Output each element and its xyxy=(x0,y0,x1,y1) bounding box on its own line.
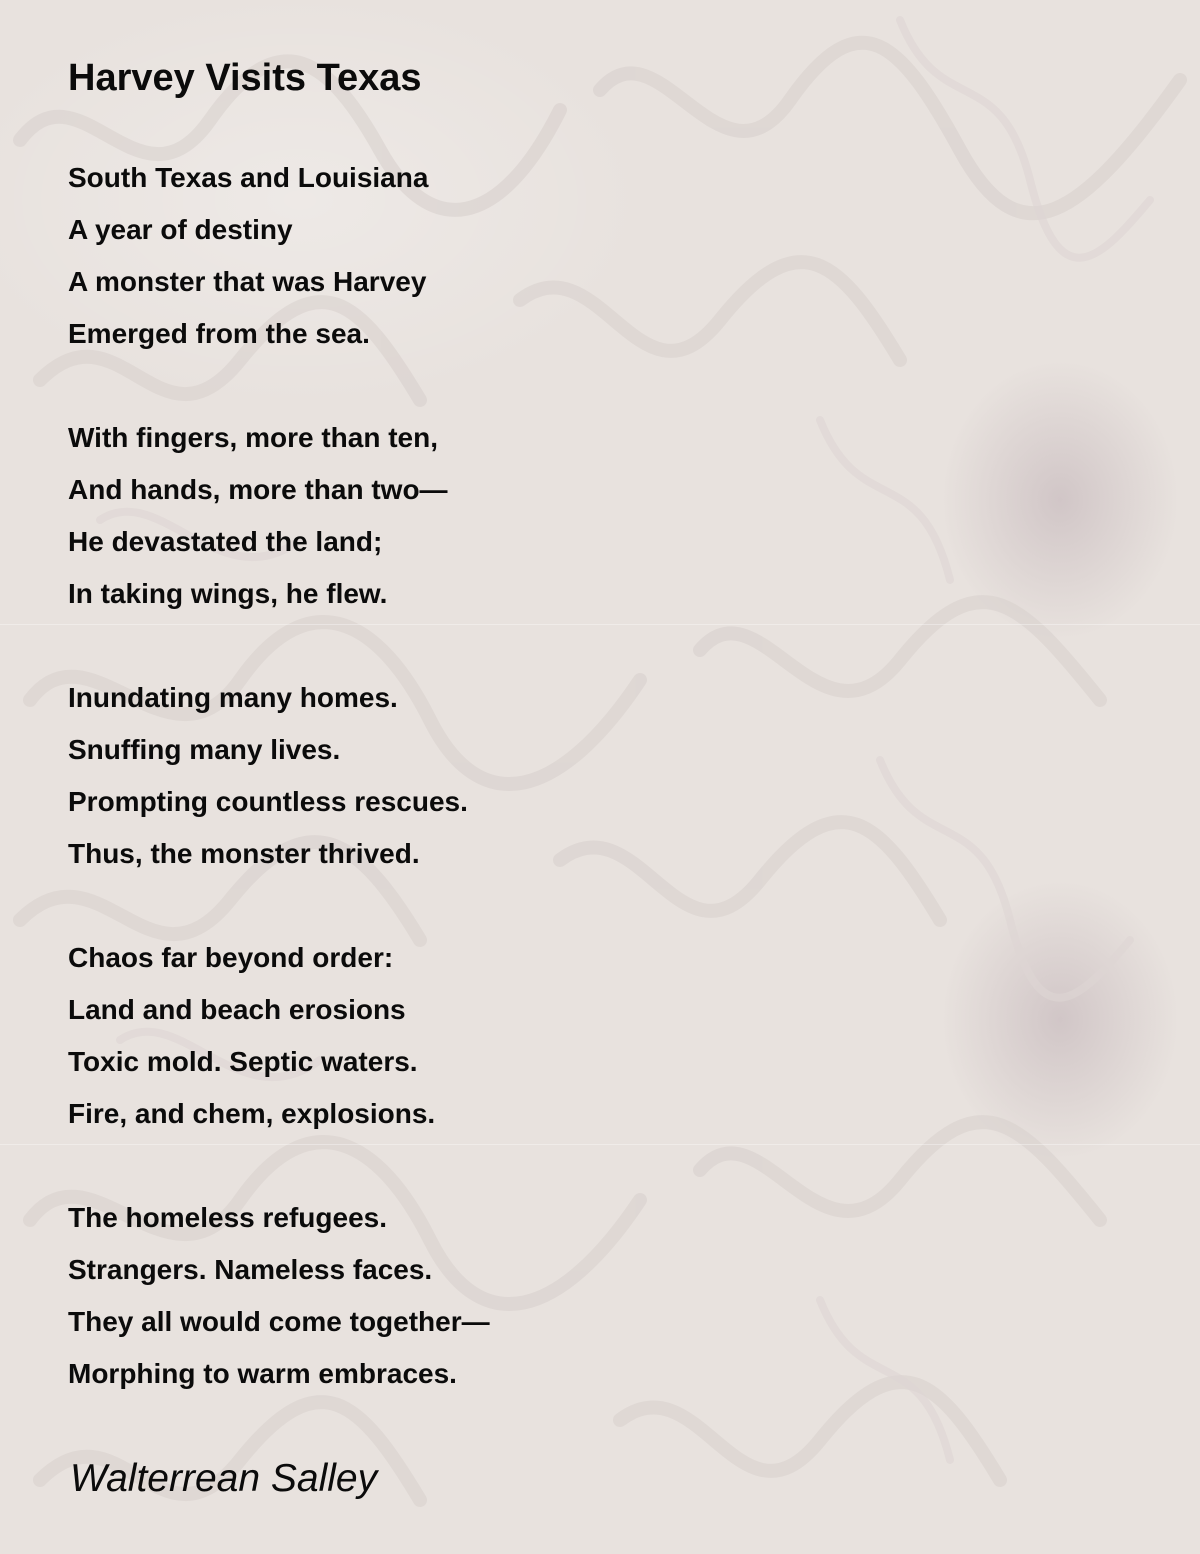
poem-line: Snuffing many lives. xyxy=(68,734,341,765)
poem-line: With fingers, more than ten, xyxy=(68,422,438,453)
poem-line: Chaos far beyond order: xyxy=(68,942,394,973)
poem-line: A monster that was Harvey xyxy=(68,266,427,297)
poem-line: Inundating many homes. xyxy=(68,682,398,713)
poem-line: Land and beach erosions xyxy=(68,994,406,1025)
poem-line: Morphing to warm embraces. xyxy=(68,1358,457,1389)
poem-line: Prompting countless rescues. xyxy=(68,786,468,817)
poem-author: Walterrean Salley xyxy=(70,1457,378,1500)
poem-line: They all would come together— xyxy=(68,1306,490,1337)
poem-body xyxy=(68,152,490,1452)
poem-line: And hands, more than two— xyxy=(68,474,448,505)
poem-line: A year of destiny xyxy=(68,214,293,245)
poem-line: He devastated the land; xyxy=(68,526,383,557)
stanza-3 xyxy=(68,672,490,880)
poem-line: Strangers. Nameless faces. xyxy=(68,1254,433,1285)
stanza-4 xyxy=(68,932,490,1140)
poem-line: Toxic mold. Septic waters. xyxy=(68,1046,418,1077)
poem-line: Emerged from the sea. xyxy=(68,318,370,349)
stanza-5 xyxy=(68,1192,490,1400)
poem-title: Harvey Visits Texas xyxy=(68,57,422,99)
stanza-1 xyxy=(68,152,490,360)
poem-line: Thus, the monster thrived. xyxy=(68,838,420,869)
poem-line: In taking wings, he flew. xyxy=(68,578,388,609)
poem-line: Fire, and chem, explosions. xyxy=(68,1098,436,1129)
stanza-2 xyxy=(68,412,490,620)
poem-line: South Texas and Louisiana xyxy=(68,162,429,193)
poem-line: The homeless refugees. xyxy=(68,1202,388,1233)
